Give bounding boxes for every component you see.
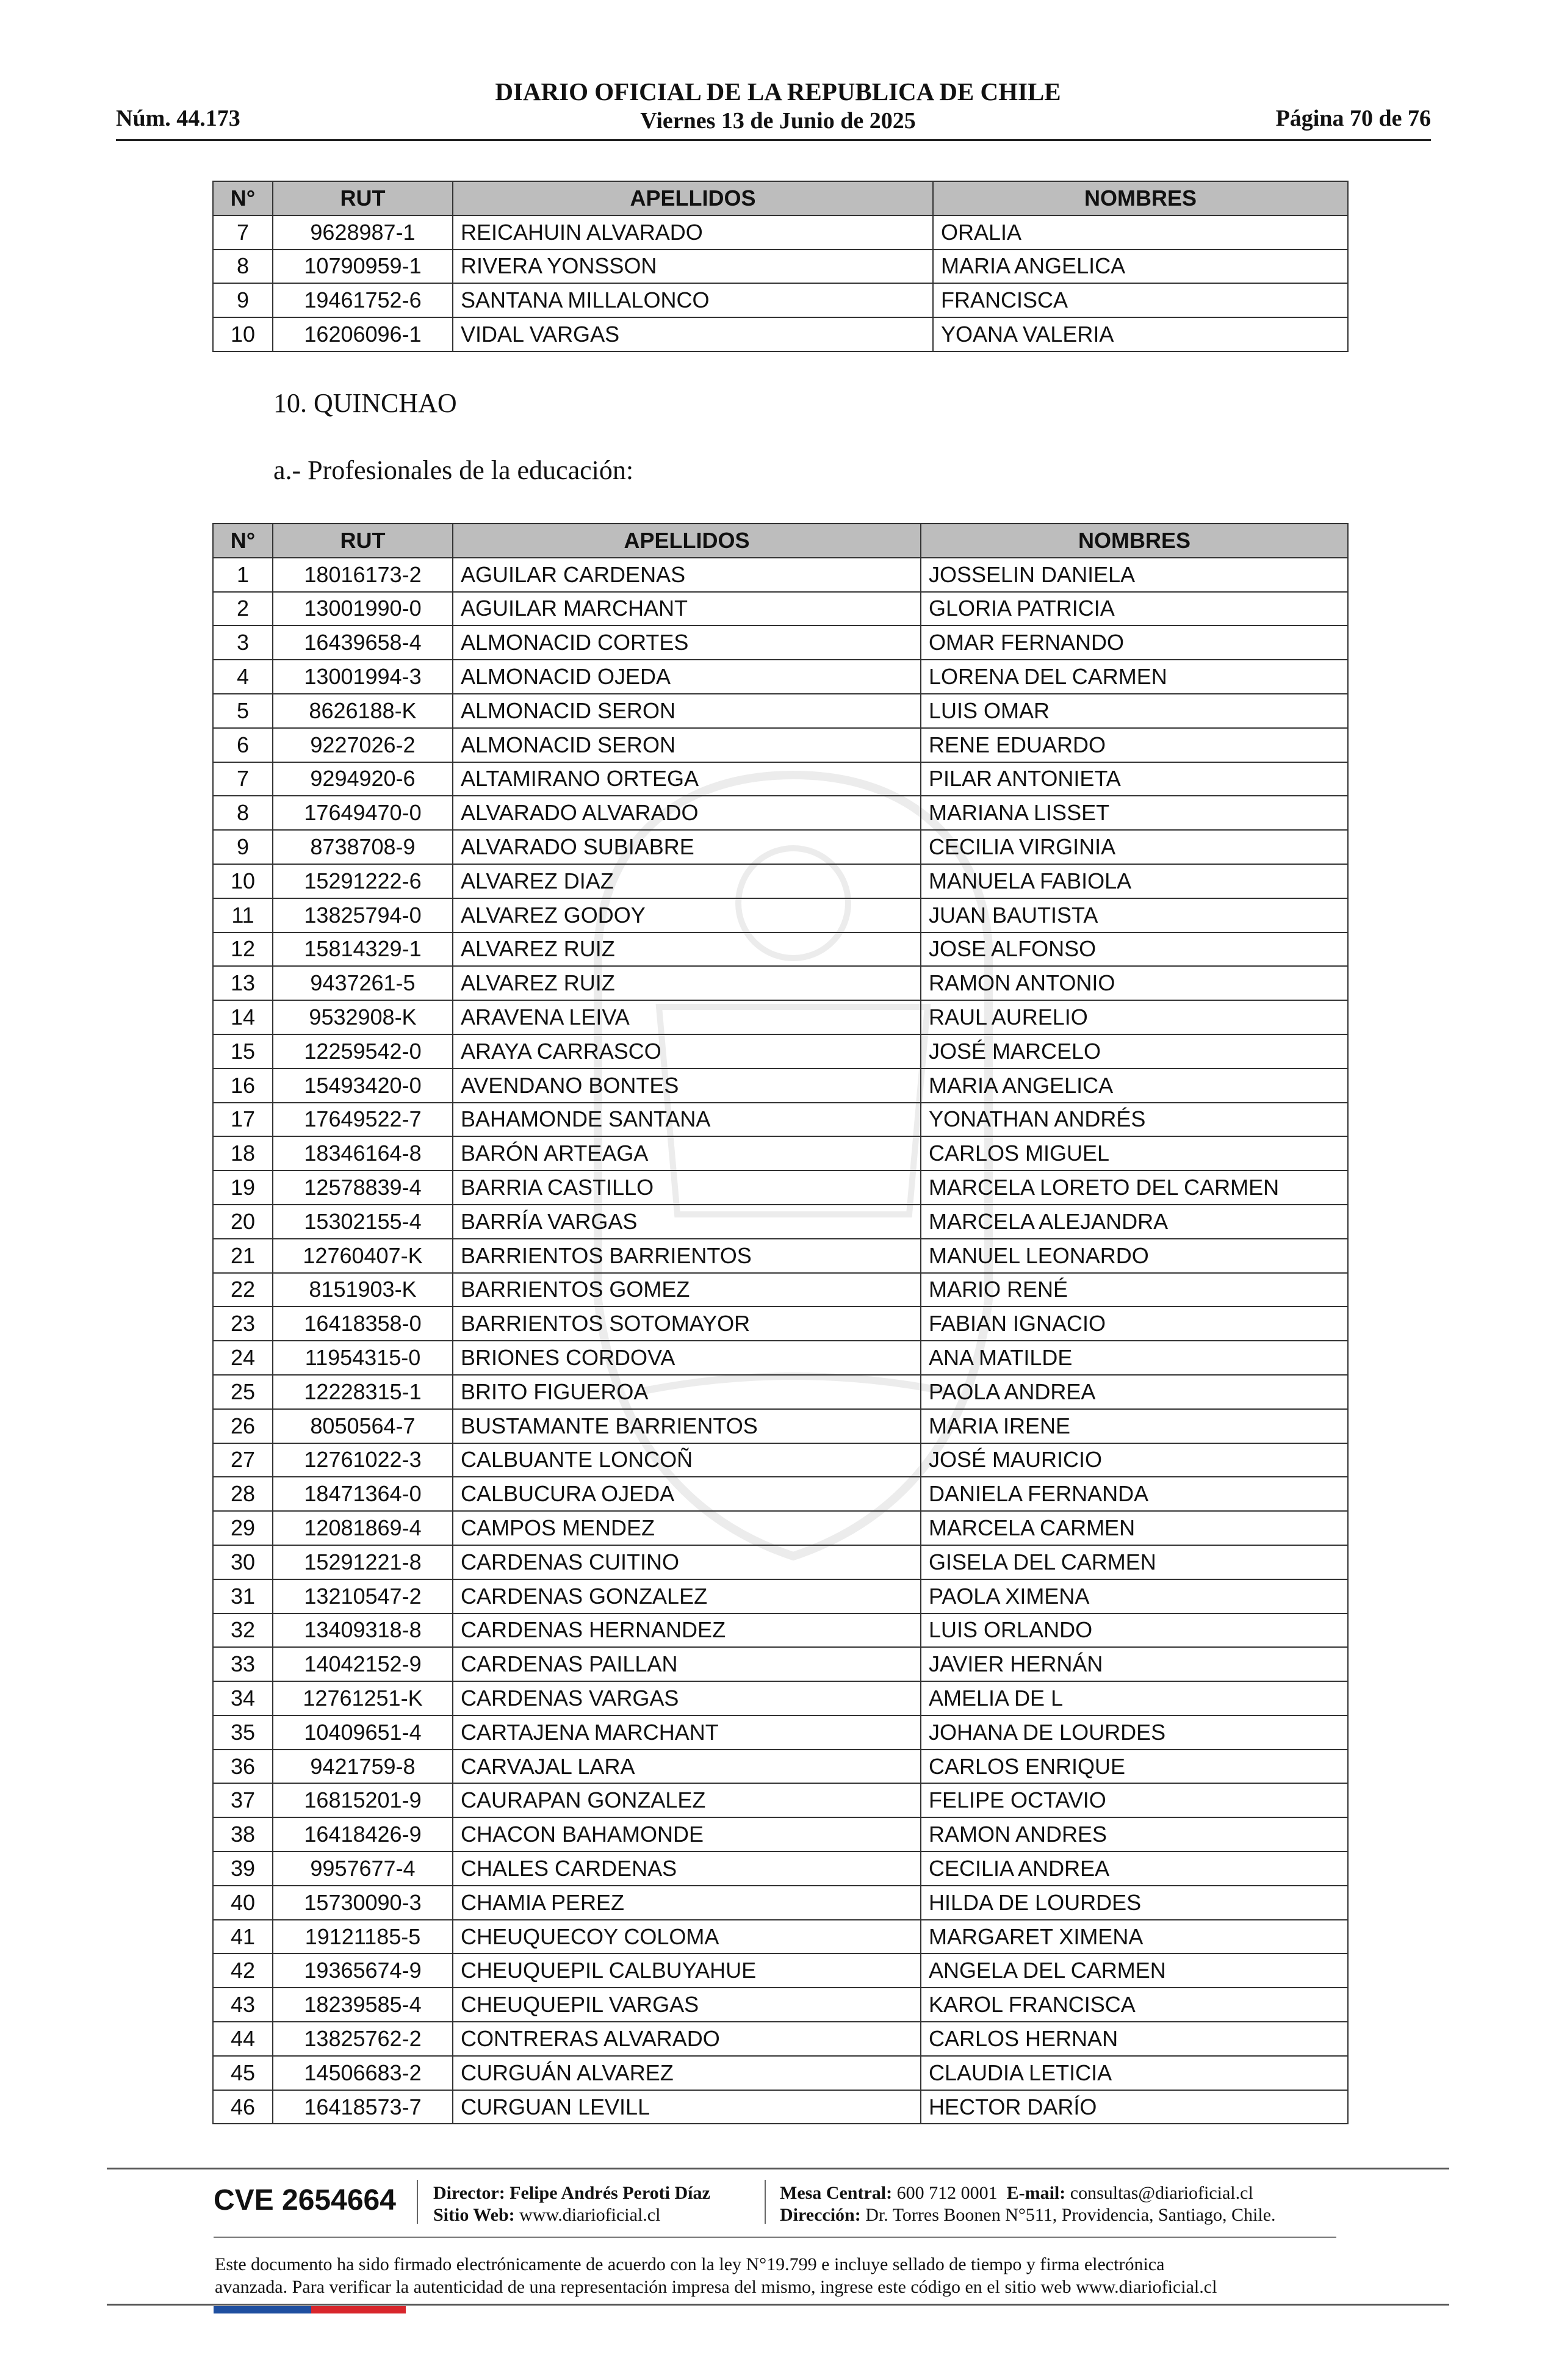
table-row <box>213 1205 1348 1239</box>
cell-apellidos: AVENDANO BONTES <box>453 1069 921 1103</box>
cell-no: 9 <box>213 283 273 317</box>
cell-rut: 8738708-9 <box>273 830 453 864</box>
table-row <box>213 728 1348 762</box>
cell-no: 24 <box>213 1341 273 1375</box>
cell-no: 28 <box>213 1477 273 1511</box>
cell-rut: 16418573-7 <box>273 2090 453 2124</box>
cell-rut: 9421759-8 <box>273 1750 453 1784</box>
cell-rut: 18346164-8 <box>273 1136 453 1170</box>
cell-no: 46 <box>213 2090 273 2124</box>
table-row <box>213 830 1348 864</box>
table-row <box>213 215 1348 250</box>
cell-nombres: JOHANA DE LOURDES <box>921 1715 1348 1750</box>
cell-nombres: ORALIA <box>933 215 1348 250</box>
cell-nombres: RAMON ANTONIO <box>921 966 1348 1000</box>
legal-notice <box>215 2253 1344 2298</box>
cell-no: 38 <box>213 1817 273 1852</box>
table-row <box>213 1273 1348 1307</box>
cell-rut: 10790959-1 <box>273 250 453 284</box>
cell-rut: 10409651-4 <box>273 1715 453 1750</box>
cell-no: 22 <box>213 1273 273 1307</box>
cell-rut: 8151903-K <box>273 1273 453 1307</box>
table-row <box>213 1069 1348 1103</box>
cell-no: 2 <box>213 592 273 626</box>
header-nombres: NOMBRES <box>933 181 1348 215</box>
cell-no: 41 <box>213 1920 273 1954</box>
table-row <box>213 1750 1348 1784</box>
cell-rut: 9294920-6 <box>273 762 453 796</box>
header-apellidos: APELLIDOS <box>453 524 921 558</box>
cell-apellidos: VIDAL VARGAS <box>453 317 933 352</box>
cell-rut: 12760407-K <box>273 1239 453 1273</box>
web-link[interactable]: www.diarioficial.cl <box>519 2205 661 2225</box>
cell-rut: 16439658-4 <box>273 626 453 660</box>
cell-apellidos: BARÓN ARTEAGA <box>453 1136 921 1170</box>
cell-apellidos: ALVAREZ RUIZ <box>453 966 921 1000</box>
cell-no: 39 <box>213 1852 273 1886</box>
cell-rut: 19461752-6 <box>273 283 453 317</box>
table-row <box>213 762 1348 796</box>
cell-apellidos: ALMONACID SERON <box>453 694 921 728</box>
web-label: Sitio Web: <box>433 2205 515 2225</box>
cell-apellidos: CALBUANTE LONCOÑ <box>453 1443 921 1477</box>
table-row <box>213 1136 1348 1170</box>
cell-nombres: MARCELA LORETO DEL CARMEN <box>921 1170 1348 1205</box>
table-row <box>213 1988 1348 2022</box>
cell-apellidos: RIVERA YONSSON <box>453 250 933 284</box>
cell-nombres: KAROL FRANCISCA <box>921 1988 1348 2022</box>
cell-apellidos: CHALES CARDENAS <box>453 1852 921 1886</box>
cell-rut: 19365674-9 <box>273 1953 453 1988</box>
section-subtitle: a.- Profesionales de la educación: <box>273 455 634 485</box>
cell-nombres: YOANA VALERIA <box>933 317 1348 352</box>
cell-rut: 15291222-6 <box>273 864 453 898</box>
cell-nombres: RAMON ANDRES <box>921 1817 1348 1852</box>
cell-apellidos: CALBUCURA OJEDA <box>453 1477 921 1511</box>
header-divider <box>116 139 1431 141</box>
footer-contact-block <box>780 2182 1276 2226</box>
cell-nombres: MARGARET XIMENA <box>921 1920 1348 1954</box>
table-row <box>213 592 1348 626</box>
cell-rut: 15302155-4 <box>273 1205 453 1239</box>
cell-apellidos: ALVAREZ GODOY <box>453 898 921 932</box>
cell-no: 25 <box>213 1375 273 1409</box>
cell-apellidos: CARTAJENA MARCHANT <box>453 1715 921 1750</box>
cell-nombres: YONATHAN ANDRÉS <box>921 1103 1348 1137</box>
page-number: Página 70 de 76 <box>1275 106 1431 131</box>
cell-no: 17 <box>213 1103 273 1137</box>
cell-no: 20 <box>213 1205 273 1239</box>
footer-separator <box>417 2180 418 2224</box>
cell-apellidos: ALMONACID CORTES <box>453 626 921 660</box>
table-row <box>213 2090 1348 2124</box>
table-row <box>213 1647 1348 1681</box>
cell-apellidos: SANTANA MILLALONCO <box>453 283 933 317</box>
cell-rut: 16815201-9 <box>273 1783 453 1817</box>
table-row <box>213 864 1348 898</box>
table-row <box>213 1852 1348 1886</box>
cell-apellidos: BARRIENTOS SOTOMAYOR <box>453 1307 921 1341</box>
cell-rut: 13825762-2 <box>273 2022 453 2056</box>
mesa-value: 600 712 0001 <box>896 2183 998 2203</box>
cell-apellidos: CHEUQUEPIL CALBUYAHUE <box>453 1953 921 1988</box>
cell-nombres: CARLOS ENRIQUE <box>921 1750 1348 1784</box>
table-row <box>213 1715 1348 1750</box>
cell-rut: 12081869-4 <box>273 1511 453 1545</box>
cell-rut: 9532908-K <box>273 1000 453 1034</box>
cell-rut: 12578839-4 <box>273 1170 453 1205</box>
cell-nombres: JAVIER HERNÁN <box>921 1647 1348 1681</box>
footer-divider-mid <box>214 2237 1336 2238</box>
cell-no: 36 <box>213 1750 273 1784</box>
cell-rut: 12761251-K <box>273 1681 453 1715</box>
director-label: Director: <box>433 2183 505 2203</box>
cell-rut: 13001994-3 <box>273 660 453 694</box>
cell-apellidos: BARRIA CASTILLO <box>453 1170 921 1205</box>
cell-rut: 14506683-2 <box>273 2056 453 2090</box>
cell-no: 35 <box>213 1715 273 1750</box>
cell-rut: 8626188-K <box>273 694 453 728</box>
cell-no: 21 <box>213 1239 273 1273</box>
cell-nombres: ANGELA DEL CARMEN <box>921 1953 1348 1988</box>
cell-nombres: RENE EDUARDO <box>921 728 1348 762</box>
cell-no: 18 <box>213 1136 273 1170</box>
director-name: Felipe Andrés Peroti Díaz <box>510 2183 710 2203</box>
table-row <box>213 1000 1348 1034</box>
cell-no: 6 <box>213 728 273 762</box>
cell-nombres: CLAUDIA LETICIA <box>921 2056 1348 2090</box>
cell-no: 8 <box>213 250 273 284</box>
cell-nombres: JOSÉ MAURICIO <box>921 1443 1348 1477</box>
cell-no: 14 <box>213 1000 273 1034</box>
cell-no: 8 <box>213 796 273 830</box>
cell-apellidos: CARDENAS PAILLAN <box>453 1647 921 1681</box>
cell-rut: 12228315-1 <box>273 1375 453 1409</box>
flag-bar-blue <box>214 2306 311 2313</box>
table-row <box>213 2022 1348 2056</box>
cell-apellidos: CURGUÁN ALVAREZ <box>453 2056 921 2090</box>
cell-rut: 9227026-2 <box>273 728 453 762</box>
cell-apellidos: CONTRERAS ALVARADO <box>453 2022 921 2056</box>
cell-no: 42 <box>213 1953 273 1988</box>
cell-apellidos: CHACON BAHAMONDE <box>453 1817 921 1852</box>
footer-divider-top <box>107 2168 1449 2169</box>
cell-no: 26 <box>213 1409 273 1443</box>
table-previous-list <box>212 181 1349 352</box>
cell-apellidos: ARAYA CARRASCO <box>453 1034 921 1069</box>
cell-no: 3 <box>213 626 273 660</box>
table-row <box>213 660 1348 694</box>
masthead-title: DIARIO OFICIAL DE LA REPUBLICA DE CHILE <box>495 78 1061 106</box>
cell-no: 1 <box>213 558 273 592</box>
table-row <box>213 966 1348 1000</box>
table-row <box>213 1953 1348 1988</box>
cell-no: 40 <box>213 1886 273 1920</box>
cell-no: 7 <box>213 215 273 250</box>
cell-no: 32 <box>213 1614 273 1648</box>
cell-nombres: GISELA DEL CARMEN <box>921 1545 1348 1579</box>
cell-apellidos: BARRIENTOS BARRIENTOS <box>453 1239 921 1273</box>
cell-rut: 11954315-0 <box>273 1341 453 1375</box>
cell-no: 31 <box>213 1579 273 1614</box>
cell-no: 33 <box>213 1647 273 1681</box>
cell-apellidos: CHAMIA PEREZ <box>453 1886 921 1920</box>
address-value: Dr. Torres Boonen N°511, Providencia, Santiago, Chile. <box>865 2205 1276 2225</box>
table-quinchao-profesionales <box>212 523 1349 2124</box>
cell-rut: 12259542-0 <box>273 1034 453 1069</box>
cell-rut: 9957677-4 <box>273 1852 453 1886</box>
cell-no: 44 <box>213 2022 273 2056</box>
cell-nombres: JOSE ALFONSO <box>921 932 1348 967</box>
cell-apellidos: CHEUQUECOY COLOMA <box>453 1920 921 1954</box>
cell-apellidos: CAURAPAN GONZALEZ <box>453 1783 921 1817</box>
cell-apellidos: ALMONACID SERON <box>453 728 921 762</box>
cell-no: 11 <box>213 898 273 932</box>
cell-nombres: CECILIA ANDREA <box>921 1852 1348 1886</box>
cell-apellidos: CARDENAS GONZALEZ <box>453 1579 921 1614</box>
table-row <box>213 796 1348 830</box>
cell-rut: 13409318-8 <box>273 1614 453 1648</box>
table-row <box>213 1409 1348 1443</box>
cell-nombres: CARLOS HERNAN <box>921 2022 1348 2056</box>
table-row <box>213 1341 1348 1375</box>
cell-nombres: LUIS OMAR <box>921 694 1348 728</box>
cell-apellidos: BRIONES CORDOVA <box>453 1341 921 1375</box>
cell-nombres: MARIO RENÉ <box>921 1273 1348 1307</box>
table-row <box>213 1375 1348 1409</box>
cell-rut: 8050564-7 <box>273 1409 453 1443</box>
cell-rut: 16418358-0 <box>273 1307 453 1341</box>
cell-rut: 18471364-0 <box>273 1477 453 1511</box>
cell-no: 34 <box>213 1681 273 1715</box>
cell-nombres: FELIPE OCTAVIO <box>921 1783 1348 1817</box>
cell-rut: 15493420-0 <box>273 1069 453 1103</box>
cell-nombres: DANIELA FERNANDA <box>921 1477 1348 1511</box>
cell-no: 19 <box>213 1170 273 1205</box>
cve-code: CVE 2654664 <box>214 2184 396 2216</box>
cell-nombres: CECILIA VIRGINIA <box>921 830 1348 864</box>
cell-nombres: MARCELA ALEJANDRA <box>921 1205 1348 1239</box>
footer-separator <box>765 2180 766 2224</box>
header-no: N° <box>213 524 273 558</box>
cell-nombres: FABIAN IGNACIO <box>921 1307 1348 1341</box>
cell-no: 27 <box>213 1443 273 1477</box>
cell-rut: 13210547-2 <box>273 1579 453 1614</box>
address-label: Dirección: <box>780 2205 861 2225</box>
cell-nombres: MARCELA CARMEN <box>921 1511 1348 1545</box>
table-row <box>213 1817 1348 1852</box>
cell-rut: 9628987-1 <box>273 215 453 250</box>
table-row <box>213 1443 1348 1477</box>
cell-nombres: LORENA DEL CARMEN <box>921 660 1348 694</box>
cell-apellidos: CHEUQUEPIL VARGAS <box>453 1988 921 2022</box>
table-row <box>213 1034 1348 1069</box>
header-rut: RUT <box>273 181 453 215</box>
table-row <box>213 558 1348 592</box>
cell-apellidos: BRITO FIGUEROA <box>453 1375 921 1409</box>
cell-nombres: MANUELA FABIOLA <box>921 864 1348 898</box>
cell-no: 5 <box>213 694 273 728</box>
cell-rut: 13001990-0 <box>273 592 453 626</box>
table-row <box>213 1579 1348 1614</box>
cell-nombres: FRANCISCA <box>933 283 1348 317</box>
cell-nombres: PAOLA XIMENA <box>921 1579 1348 1614</box>
email-link[interactable]: consultas@diarioficial.cl <box>1070 2183 1253 2203</box>
cell-apellidos: ALVARADO ALVARADO <box>453 796 921 830</box>
table-row <box>213 1511 1348 1545</box>
cell-no: 29 <box>213 1511 273 1545</box>
cell-rut: 14042152-9 <box>273 1647 453 1681</box>
cell-nombres: JOSÉ MARCELO <box>921 1034 1348 1069</box>
cell-nombres: LUIS ORLANDO <box>921 1614 1348 1648</box>
cell-apellidos: ALVAREZ RUIZ <box>453 932 921 967</box>
cell-no: 7 <box>213 762 273 796</box>
cell-apellidos: AGUILAR MARCHANT <box>453 592 921 626</box>
table-row <box>213 1886 1348 1920</box>
table-row <box>213 1477 1348 1511</box>
cell-rut: 15814329-1 <box>273 932 453 967</box>
legal-line-2: avanzada. Para verificar la autenticidad de una representación impresa del mismo, ingrese este código en el sitio web www.diarioficial.cl <box>215 2277 1217 2297</box>
table-row <box>213 1103 1348 1137</box>
table-row <box>213 1545 1348 1579</box>
legal-line-1: Este documento ha sido firmado electrónicamente de acuerdo con la ley N°19.799 e incluye sellado de tiempo y firma electrónica <box>215 2254 1165 2274</box>
table-row <box>213 1239 1348 1273</box>
table-row <box>213 283 1348 317</box>
cell-apellidos: CARDENAS HERNANDEZ <box>453 1614 921 1648</box>
table-row <box>213 1614 1348 1648</box>
table-row <box>213 1170 1348 1205</box>
cell-no: 10 <box>213 317 273 352</box>
cell-rut: 18239585-4 <box>273 1988 453 2022</box>
header-nombres: NOMBRES <box>921 524 1348 558</box>
cell-nombres: MARIA IRENE <box>921 1409 1348 1443</box>
cell-rut: 9437261-5 <box>273 966 453 1000</box>
cell-apellidos: CARVAJAL LARA <box>453 1750 921 1784</box>
cell-nombres: OMAR FERNANDO <box>921 626 1348 660</box>
cell-no: 43 <box>213 1988 273 2022</box>
cell-nombres: RAUL AURELIO <box>921 1000 1348 1034</box>
table-row <box>213 1920 1348 1954</box>
table-row <box>213 1307 1348 1341</box>
table-row <box>213 1783 1348 1817</box>
cell-apellidos: ALTAMIRANO ORTEGA <box>453 762 921 796</box>
cell-nombres: MARIA ANGELICA <box>921 1069 1348 1103</box>
section-title: 10. QUINCHAO <box>273 388 457 418</box>
cell-nombres: PAOLA ANDREA <box>921 1375 1348 1409</box>
cell-nombres: JUAN BAUTISTA <box>921 898 1348 932</box>
cell-no: 9 <box>213 830 273 864</box>
footer-divider-bottom <box>107 2304 1449 2306</box>
cell-apellidos: BARRIENTOS GOMEZ <box>453 1273 921 1307</box>
table-row <box>213 932 1348 967</box>
table-header-row <box>213 524 1348 558</box>
header-rut: RUT <box>273 524 453 558</box>
cell-apellidos: ALMONACID OJEDA <box>453 660 921 694</box>
cell-apellidos: REICAHUIN ALVARADO <box>453 215 933 250</box>
cell-nombres: HECTOR DARÍO <box>921 2090 1348 2124</box>
cell-nombres: JOSSELIN DANIELA <box>921 558 1348 592</box>
table-row <box>213 694 1348 728</box>
table-row <box>213 626 1348 660</box>
masthead-date: Viernes 13 de Junio de 2025 <box>640 108 916 134</box>
mesa-label: Mesa Central: <box>780 2183 893 2203</box>
cell-apellidos: BAHAMONDE SANTANA <box>453 1103 921 1137</box>
cell-rut: 15730090-3 <box>273 1886 453 1920</box>
cell-nombres: MARIA ANGELICA <box>933 250 1348 284</box>
issue-number: Núm. 44.173 <box>116 106 240 131</box>
cell-no: 13 <box>213 966 273 1000</box>
table-row <box>213 898 1348 932</box>
cell-apellidos: CAMPOS MENDEZ <box>453 1511 921 1545</box>
table-row <box>213 1681 1348 1715</box>
cell-rut: 13825794-0 <box>273 898 453 932</box>
table-row <box>213 2056 1348 2090</box>
cell-nombres: PILAR ANTONIETA <box>921 762 1348 796</box>
flag-bar-red <box>311 2306 406 2313</box>
cell-apellidos: AGUILAR CARDENAS <box>453 558 921 592</box>
cell-nombres: GLORIA PATRICIA <box>921 592 1348 626</box>
cell-rut: 17649522-7 <box>273 1103 453 1137</box>
cell-no: 30 <box>213 1545 273 1579</box>
cell-rut: 15291221-8 <box>273 1545 453 1579</box>
cell-no: 12 <box>213 932 273 967</box>
cell-no: 15 <box>213 1034 273 1069</box>
cell-apellidos: CARDENAS VARGAS <box>453 1681 921 1715</box>
email-label: E-mail: <box>1006 2183 1066 2203</box>
cell-apellidos: BUSTAMANTE BARRIENTOS <box>453 1409 921 1443</box>
header-no: N° <box>213 181 273 215</box>
cell-nombres: AMELIA DE L <box>921 1681 1348 1715</box>
cell-apellidos: CURGUAN LEVILL <box>453 2090 921 2124</box>
footer-director-block <box>433 2182 710 2226</box>
cell-nombres: CARLOS MIGUEL <box>921 1136 1348 1170</box>
cell-rut: 16206096-1 <box>273 317 453 352</box>
cell-rut: 16418426-9 <box>273 1817 453 1852</box>
cell-no: 23 <box>213 1307 273 1341</box>
cell-rut: 18016173-2 <box>273 558 453 592</box>
cell-no: 16 <box>213 1069 273 1103</box>
table-header-row <box>213 181 1348 215</box>
cell-apellidos: BARRÍA VARGAS <box>453 1205 921 1239</box>
cell-rut: 12761022-3 <box>273 1443 453 1477</box>
header-apellidos: APELLIDOS <box>453 181 933 215</box>
cell-no: 10 <box>213 864 273 898</box>
cell-no: 45 <box>213 2056 273 2090</box>
cell-nombres: HILDA DE LOURDES <box>921 1886 1348 1920</box>
cell-rut: 17649470-0 <box>273 796 453 830</box>
cell-apellidos: CARDENAS CUITINO <box>453 1545 921 1579</box>
cell-apellidos: ARAVENA LEIVA <box>453 1000 921 1034</box>
table-row <box>213 317 1348 352</box>
cell-no: 4 <box>213 660 273 694</box>
cell-no: 37 <box>213 1783 273 1817</box>
cell-rut: 19121185-5 <box>273 1920 453 1954</box>
cell-nombres: MANUEL LEONARDO <box>921 1239 1348 1273</box>
cell-nombres: ANA MATILDE <box>921 1341 1348 1375</box>
cell-apellidos: ALVAREZ DIAZ <box>453 864 921 898</box>
table-row <box>213 250 1348 284</box>
cell-apellidos: ALVARADO SUBIABRE <box>453 830 921 864</box>
cell-nombres: MARIANA LISSET <box>921 796 1348 830</box>
